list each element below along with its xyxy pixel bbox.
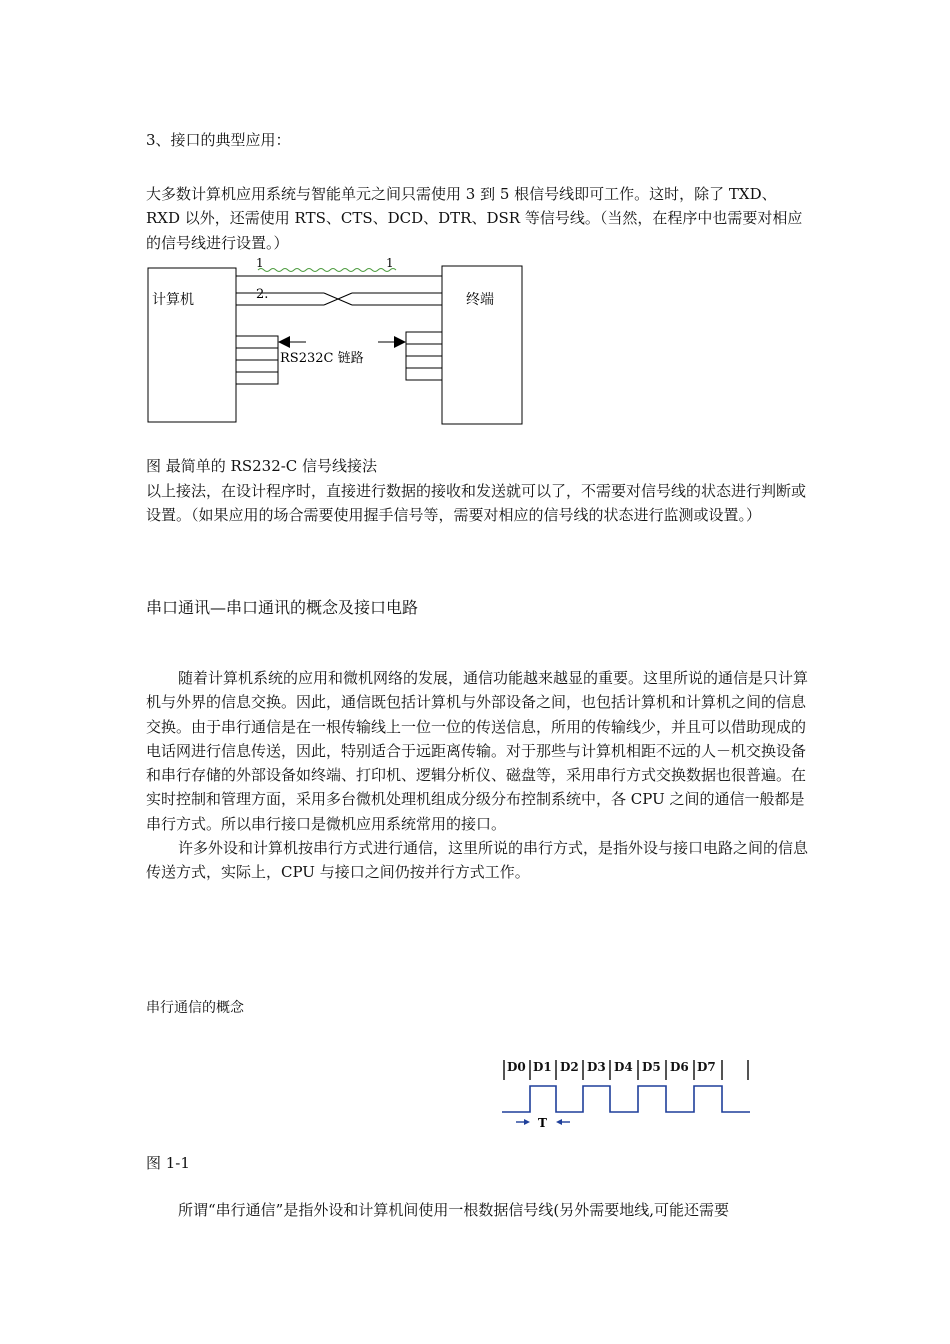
body-paragraphs xyxy=(146,666,808,885)
section3-title: 3、接口的典型应用： xyxy=(146,131,291,149)
bit-label-d0: D0 xyxy=(507,1060,526,1074)
bit-label-d4: D4 xyxy=(614,1060,633,1074)
right-arrowhead-icon xyxy=(524,1119,530,1125)
figure-caption: 图 最简单的 RS232-C 信号线接法 xyxy=(146,457,378,475)
link-label: RS232C 链路 xyxy=(280,351,364,366)
final-paragraph: 所谓“串行通信”是指外设和计算机间使用一根数据信号线(另外需要地线,可能还需要 xyxy=(178,1201,729,1219)
section-heading: 串口通讯—串口通讯的概念及接口电路 xyxy=(146,598,419,617)
bit-label-d2: D2 xyxy=(560,1060,579,1074)
bit-label-d5: D5 xyxy=(642,1060,661,1074)
terminal-label: 终端 xyxy=(466,292,494,308)
line1-label: 1 xyxy=(256,256,264,270)
section3-paragraph: 大多数计算机应用系统与智能单元之间只需使用 3 到 5 根信号线即可工作。这时，除了 TXD、RXD 以外，还需使用 RTS、CTS、DCD、DTR、DSR 等信号线。（当然，在程序中也需要对相应的信号线进行设置。） xyxy=(146,185,803,252)
bit-label-d1: D1 xyxy=(533,1060,552,1074)
subheading: 串行通信的概念 xyxy=(146,1000,244,1016)
left-arrowhead-icon xyxy=(556,1119,562,1125)
bit-label-d6: D6 xyxy=(670,1060,689,1074)
line1-label-right: 1 xyxy=(386,256,394,270)
figure-1-1-caption: 图 1-1 xyxy=(146,1154,190,1172)
signal-line-1-wavy xyxy=(258,269,396,272)
computer-label: 计算机 xyxy=(152,292,194,308)
after-figure-paragraph: 以上接法，在设计程序时，直接进行数据的接收和发送就可以了，不需要对信号线的状态进行判断或设置。（如果应用的场合需要使用握手信号等，需要对相应的信号线的状态进行监测或设置。） xyxy=(146,482,807,525)
rs232-wiring-diagram xyxy=(146,256,526,430)
right-connector xyxy=(406,332,442,380)
body-paragraph-1: 随着计算机系统的应用和微机网络的发展，通信功能越来越显的重要。这里所说的通信是只计算机与外界的信息交换。因此，通信既包括计算机与外部设备之间，也包括计算机和计算机之间的信息交换。由于串行通信是在一根传输线上一位一位的传送信息，所用的传输线少，并且可以借助现成的电话网进行信息传送，因此，特别适合于远距离传输。对于那些与计算机相距不远的人－机交换设备和串行存储的外部设备如终端、打印机、逻辑分析仪、磁盘等，采用串行方式交换数据也很普遍。在实时控制和管理方面，采用多台微机处理机组成分级分布控制系统中，各 CPU 之间的通信一般都是串行方式。所以串行接口是微机应用系统常用的接口。 xyxy=(146,669,809,833)
bit-label-d3: D3 xyxy=(587,1060,606,1074)
serial-waveform xyxy=(502,1086,750,1112)
body-paragraph-2: 许多外设和计算机按串行方式进行通信，这里所说的串行方式，是指外设与接口电路之间的信息传送方式，实际上，CPU 与接口之间仍按并行方式工作。 xyxy=(146,839,809,882)
bit-label-d7: D7 xyxy=(697,1060,716,1074)
left-arrow-icon xyxy=(278,336,290,348)
terminal-box xyxy=(442,266,522,424)
period-label: T xyxy=(538,1116,547,1130)
left-connector xyxy=(236,336,278,384)
serial-timing-diagram xyxy=(498,1054,758,1134)
right-arrow-icon xyxy=(394,336,406,348)
line2-label: 2. xyxy=(256,287,269,302)
